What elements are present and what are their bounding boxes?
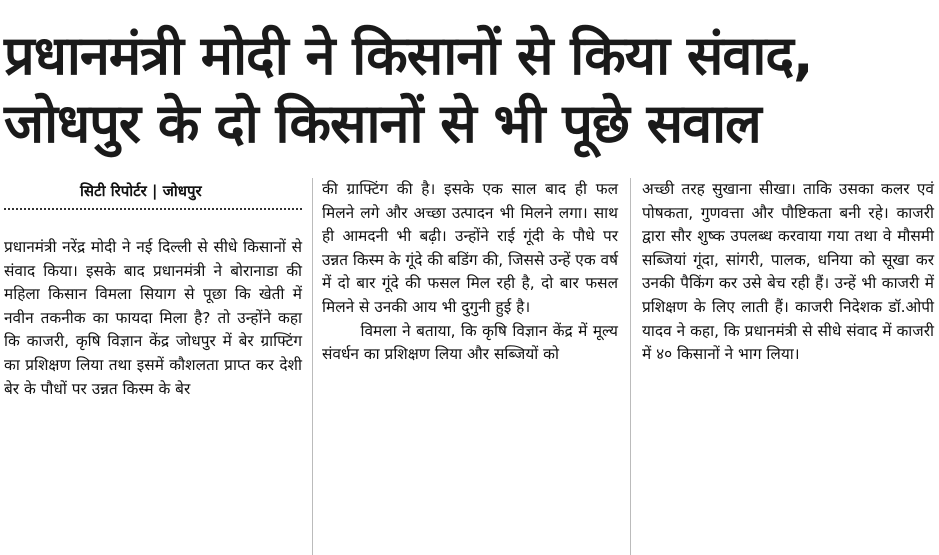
column-2-paragraph-1: की ग्राफ्टिंग की है। इसके एक साल बाद ही फल मिलने लगे और अच्छा उत्पादन भी मिलने लगा। साथ ही आमदनी भी बढ़ी। उन्होंने राई गूंदी के पौधे पर उन्नत किस्म के गूंदे की बडिंग की, जिससे उन्हें एक वर्ष में दो बार गूंदे की फसल मिल रही है, दो बार फसल मिलने से उनकी आय भी दुगुनी हुई है। xyxy=(322,180,618,316)
column-separator-1 xyxy=(312,178,313,555)
headline-line-2: जोधपुर के दो किसानों से भी पूछे सवाल xyxy=(4,92,761,155)
byline-divider xyxy=(4,208,302,210)
article-column-3 xyxy=(642,178,934,367)
headline xyxy=(4,22,934,158)
column-2-paragraph-2: विमला ने बताया, कि कृषि विज्ञान केंद्र में मूल्य संवर्धन का प्रशिक्षण लिया और सब्जियों को xyxy=(322,321,618,364)
article-column-2 xyxy=(322,178,618,367)
article-column-1 xyxy=(4,236,302,401)
headline-line-1: प्रधानमंत्री मोदी ने किसानों से किया संवाद, xyxy=(4,24,813,87)
byline: सिटी रिपोर्टर | जोधपुर xyxy=(80,182,202,200)
column-separator-2 xyxy=(630,178,631,555)
column-3-text: अच्छी तरह सुखाना सीखा। ताकि उसका कलर एवं पोषकता, गुणवत्ता और पौष्टिकता बनी रहे। काजरी द्वारा सौर शुष्क उपलब्ध करवाया गया तथा वे मौसमी सब्जियां गूंदा, सांगरी, पालक, धनिया को सूखा कर उनकी पैकिंग कर उसे बेच रही हैं। उन्हें भी काजरी में प्रशिक्षण के लिए लाती हैं। काजरी निदेशक डॉ.ओपी यादव ने कहा, कि प्रधानमंत्री से सीधे संवाद में काजरी में ४० किसानों ने भाग लिया। xyxy=(642,180,934,364)
column-1-text: प्रधानमंत्री नरेंद्र मोदी ने नई दिल्ली से सीधे किसानों से संवाद किया। इसके बाद प्रधानमंत्री ने बोरानाडा की महिला किसान विमला सियाग से पूछा कि खेती में नवीन तकनीक का फायदा मिला है? तो उन्होंने कहा कि काजरी, कृषि विज्ञान केंद्र जोधपुर में बेर ग्राफ्टिंग का प्रशिक्षण लिया तथा इसमें कौशलता प्राप्त कर देशी बेर के पौधों पर उन्नत किस्म के बेर xyxy=(4,238,302,398)
